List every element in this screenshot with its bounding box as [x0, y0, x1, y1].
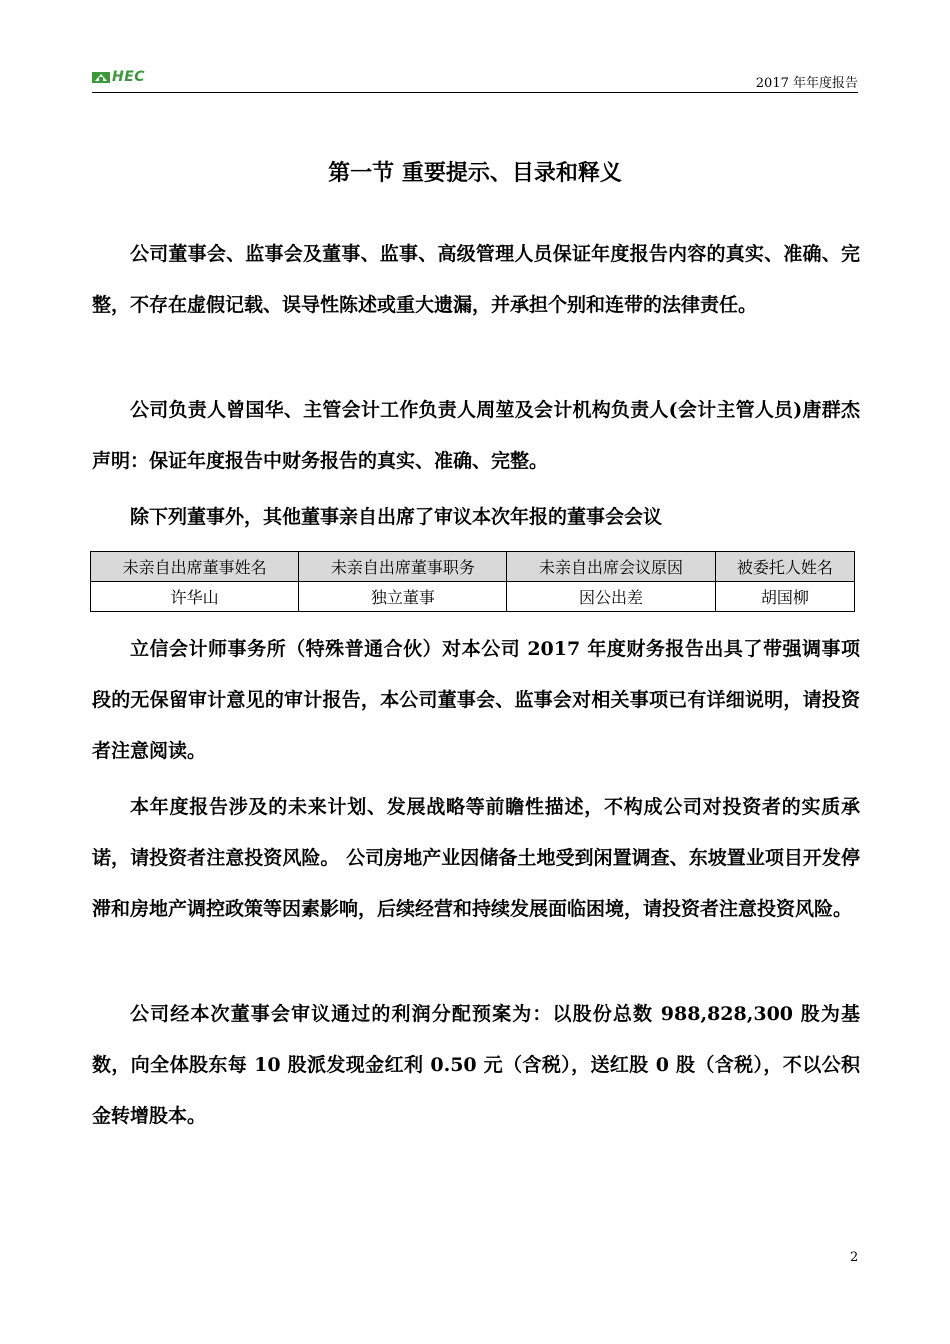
paragraph-profit-distribution: 公司经本次董事会审议通过的利润分配预案为：以股份总数 988,828,300 股为基数，向全体股东每 10 股派发现金红利 0.50 元（含税），送红股 0 股（含税），不以公积金转增股本。 [92, 1003, 860, 1127]
page-header [92, 66, 858, 93]
column-header: 未亲自出席董事职务 [299, 552, 507, 582]
paragraph-directors-attendance: 除下列董事外，其他董事亲自出席了审议本次年报的董事会会议 [130, 506, 663, 528]
logo-text: HEC [112, 69, 146, 85]
section-title: 第一节 重要提示、目录和释义 [328, 160, 622, 186]
report-title: 2017 年年度报告 [755, 76, 858, 91]
table-cell: 因公出差 [507, 582, 715, 612]
paragraph-responsible-persons: 公司负责人曾国华、主管会计工作负责人周堃及会计机构负责人(会计主管人员)唐群杰声明：保证年度报告中财务报告的真实、准确、完整。 [92, 399, 860, 472]
table-header-row [91, 552, 855, 582]
paragraph-board-guarantee: 公司董事会、监事会及董事、监事、高级管理人员保证年度报告内容的真实、准确、完整，不存在虚假记载、误导性陈述或重大遗漏，并承担个别和连带的法律责任。 [92, 243, 860, 316]
table-row [91, 582, 855, 612]
column-header: 未亲自出席董事姓名 [91, 552, 299, 582]
table-cell: 独立董事 [299, 582, 507, 612]
column-header: 被委托人姓名 [715, 552, 854, 582]
table-cell: 许华山 [91, 582, 299, 612]
company-logo [92, 69, 145, 85]
absent-directors-table [90, 551, 855, 612]
leaf-logo-icon [92, 70, 110, 84]
table-cell: 胡国柳 [715, 582, 854, 612]
column-header: 未亲自出席会议原因 [507, 552, 715, 582]
page-number: 2 [850, 1250, 859, 1265]
paragraph-audit-opinion: 立信会计师事务所（特殊普通合伙）对本公司 2017 年度财务报告出具了带强调事项段的无保留审计意见的审计报告，本公司董事会、监事会对相关事项已有详细说明，请投资者注意阅读。 [92, 638, 860, 762]
paragraph-risk-warning: 本年度报告涉及的未来计划、发展战略等前瞻性描述，不构成公司对投资者的实质承诺，请投资者注意投资风险。 公司房地产业因储备土地受到闲置调查、东坡置业项目开发停滞和房地产调控政策等因素影响，后续经营和持续发展面临困境，请投资者注意投资风险。 [92, 796, 860, 920]
